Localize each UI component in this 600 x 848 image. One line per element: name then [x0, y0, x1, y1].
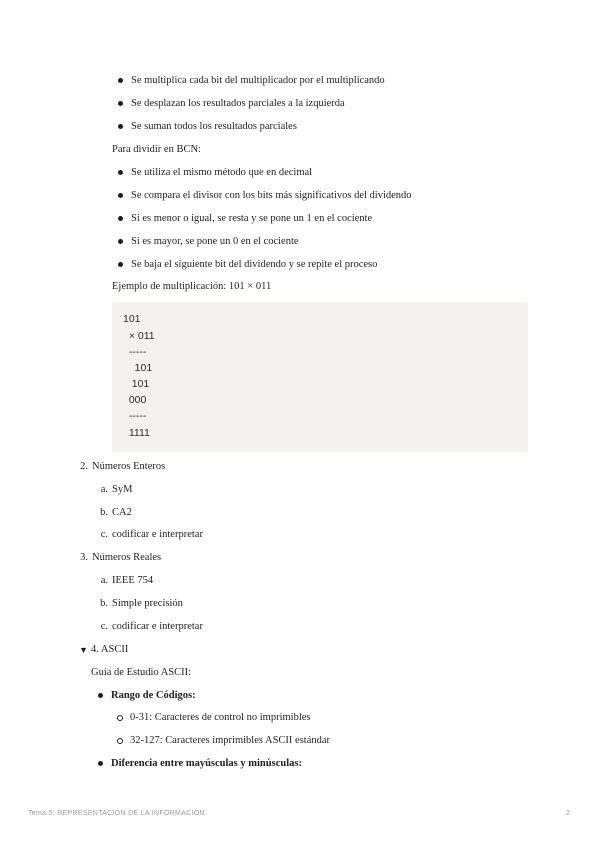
list-item: Se multiplica cada bit del multiplicador por el multiplicando: [131, 75, 385, 86]
list-item: 0-31: Caracteres de control no imprimibles: [130, 712, 311, 723]
toggle-title[interactable]: 4. ASCII: [91, 644, 129, 655]
bullet-icon: [118, 239, 123, 244]
bullet-icon: [118, 193, 123, 198]
list-letter: a.: [100, 484, 108, 495]
code-block: [112, 302, 528, 452]
hollow-bullet-icon: [117, 738, 123, 744]
list-item: Si es menor o igual, se resta y se pone un 1 en el cociente: [131, 213, 373, 224]
list-item: codificar e interpretar: [112, 621, 203, 632]
code-line: 101: [123, 378, 150, 390]
code-line: -----: [123, 410, 147, 422]
divide-heading: Para dividir en BCN:: [112, 144, 201, 155]
code-line: 000: [123, 394, 147, 406]
list-letter: b.: [100, 598, 108, 609]
code-line: -----: [123, 346, 147, 358]
list-item: codificar e interpretar: [112, 529, 203, 540]
code-line: 101: [123, 362, 153, 374]
list-letter: c.: [100, 621, 108, 632]
list-item: Se suman todos los resultados parciales: [131, 121, 297, 132]
list-item: Se baja el siguiente bit del dividendo y se repite el proceso: [131, 259, 378, 270]
list-item: IEEE 754: [112, 575, 154, 586]
case-heading: Diferencia entre mayúsculas y minúsculas:: [111, 758, 302, 769]
footer-title: Tema 5: REPRESENTACIÓN DE LA INFORMACIÓN: [28, 810, 205, 817]
list-number: 3.: [80, 552, 88, 563]
page-number: 2: [566, 810, 571, 817]
section-title: Números Reales: [92, 552, 162, 563]
list-letter: a.: [100, 575, 108, 586]
list-item: Se compara el divisor con los bits más significativos del dividendo: [131, 190, 412, 201]
bullet-icon: [118, 101, 123, 106]
code-line: 101: [123, 313, 141, 325]
list-item: SyM: [112, 484, 133, 495]
code-line: 1111: [123, 427, 150, 439]
list-number: 2.: [80, 461, 88, 472]
bullet-icon: [98, 761, 103, 766]
code-line: × 011: [123, 330, 155, 342]
example-heading: Ejemplo de multiplicación: 101 × 011: [112, 281, 272, 292]
list-item: Si es mayor, se pone un 0 en el cociente: [131, 236, 299, 247]
bullet-icon: [118, 124, 123, 129]
bullet-icon: [118, 216, 123, 221]
list-letter: b.: [100, 507, 108, 518]
list-item: Se utiliza el mismo método que en decimal: [131, 167, 313, 178]
triangle-down-icon[interactable]: ▼: [79, 645, 88, 655]
section-title: Números Enteros: [92, 461, 166, 472]
list-item: CA2: [112, 507, 132, 518]
bullet-icon: [118, 78, 123, 83]
list-item: Simple precisión: [112, 598, 183, 609]
hollow-bullet-icon: [117, 715, 123, 721]
bullet-icon: [98, 693, 103, 698]
guide-heading: Guía de Estudio ASCII:: [91, 667, 192, 678]
list-item: Se desplazan los resultados parciales a la izquierda: [131, 98, 345, 109]
bullet-icon: [118, 170, 123, 175]
range-heading: Rango de Códigos:: [111, 690, 196, 701]
list-letter: c.: [100, 529, 108, 540]
bullet-icon: [118, 262, 123, 267]
list-item: 32-127: Caracteres imprimibles ASCII estándar: [130, 735, 331, 746]
